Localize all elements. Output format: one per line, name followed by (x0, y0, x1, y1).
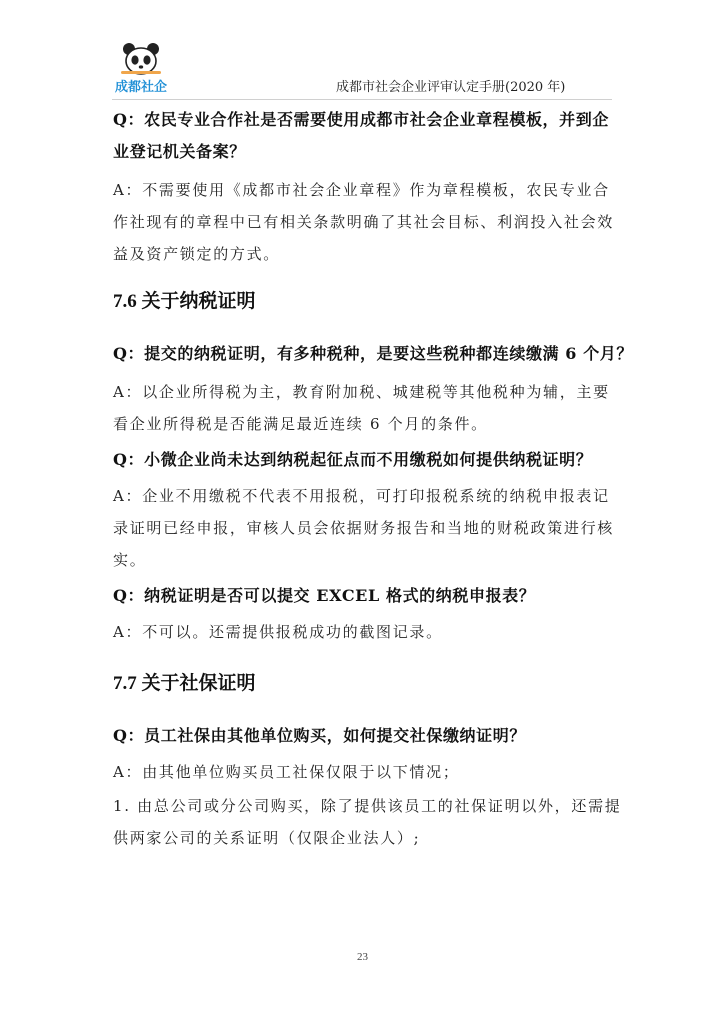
question-block (113, 338, 634, 370)
answer-line: 录证明已经申报，审核人员会依据财务报告和当地的财税政策进行核 (113, 519, 615, 537)
question-block (113, 444, 618, 476)
answer-line: 益及资产锁定的方式。 (113, 245, 281, 263)
header-divider (112, 99, 612, 100)
answer-block (113, 480, 618, 576)
question-line: Q：小微企业尚未达到纳税起征点而不用缴税如何提供纳税证明？ (113, 450, 593, 469)
logo (112, 40, 170, 100)
answer-block (113, 376, 618, 440)
answer-block (113, 790, 622, 854)
answer-line: 作社现有的章程中已有相关条款明确了其社会目标、利润投入社会效 (113, 213, 615, 231)
question-line: Q：农民专业合作社是否需要使用成都市社会企业章程模板，并到企 (113, 110, 609, 129)
question-line: Q：提交的纳税证明，有多种税种，是要这些税种都连续缴满 6 个月？ (113, 344, 634, 363)
section-heading-block (113, 286, 618, 318)
question-block (113, 104, 618, 168)
answer-line: 看企业所得税是否能满足最近连续 6 个月的条件。 (113, 415, 488, 433)
answer-line: A：由其他单位购买员工社保仅限于以下情况； (113, 763, 460, 781)
answer-line: 供两家公司的关系证明（仅限企业法人）; (113, 829, 421, 847)
section-heading-line: 7.7 关于社保证明 (113, 673, 256, 694)
question-line: Q：纳税证明是否可以提交 EXCEL 格式的纳税申报表？ (113, 586, 536, 605)
answer-block (113, 174, 618, 270)
answer-line: A：不可以。还需提供报税成功的截图记录。 (113, 623, 443, 641)
question-line: 业登记机关备案？ (113, 142, 246, 161)
answer-line: A：不需要使用《成都市社会企业章程》作为章程模板，农民专业合 (113, 181, 610, 199)
section-heading-block (113, 668, 618, 700)
answer-block (113, 616, 618, 648)
page-header (0, 0, 725, 104)
question-block (113, 580, 618, 612)
answer-line: A：以企业所得税为主，教育附加税、城建税等其他税种为辅，主要 (113, 383, 610, 401)
panda-icon (112, 40, 170, 80)
question-block (113, 720, 618, 752)
answer-line: 实。 (113, 551, 147, 569)
answer-line: A：企业不用缴税不代表不用报税，可打印报税系统的纳税申报表记 (113, 487, 610, 505)
answer-block (113, 756, 618, 788)
question-line: Q：员工社保由其他单位购买，如何提交社保缴纳证明？ (113, 726, 526, 745)
section-heading-line: 7.6 关于纳税证明 (113, 291, 256, 312)
page-number: 23 (357, 951, 368, 963)
answer-line: 1. 由总公司或分公司购买，除了提供该员工的社保证明以外，还需提 (113, 797, 622, 815)
document-body (113, 104, 634, 854)
header-title: 成都市社会企业评审认定手册(2020 年) (336, 80, 566, 95)
logo-text: 成都社企 (114, 80, 167, 95)
